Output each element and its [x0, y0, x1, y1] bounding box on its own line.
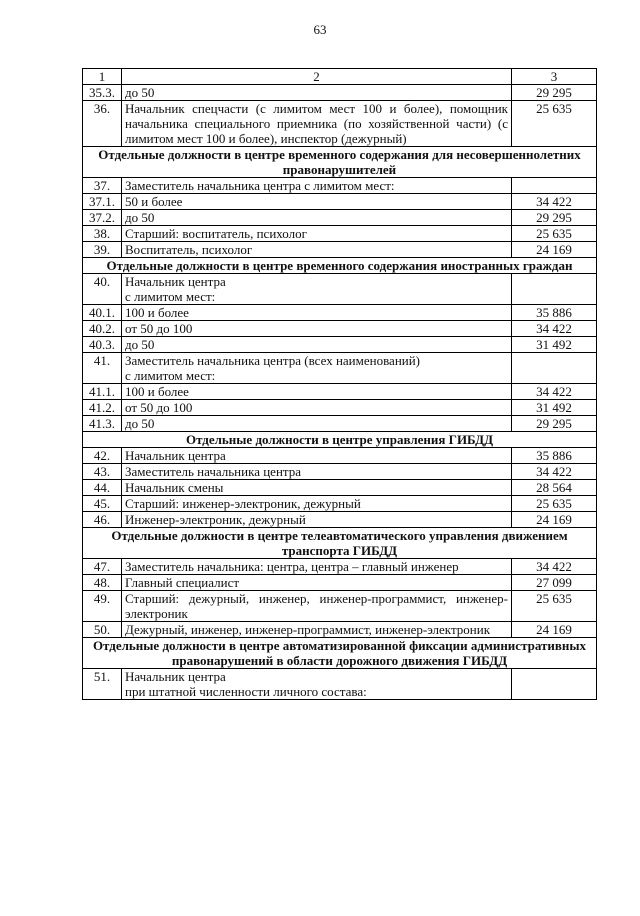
- salary-value: 34 422: [512, 194, 597, 210]
- page-number: 63: [313, 22, 327, 37]
- row-number: 43.: [83, 464, 122, 480]
- position-name: Старший: дежурный, инженер, инженер-программист, инженер-электроник: [122, 591, 512, 622]
- salary-value: 35 886: [512, 448, 597, 464]
- position-name: 100 и более: [122, 305, 512, 321]
- position-name: Заместитель начальника центра: [122, 464, 512, 480]
- table-row: [83, 337, 597, 353]
- table-row: [83, 384, 597, 400]
- position-name: Начальник спецчасти (с лимитом мест 100 и более), помощник начальника специального приемника (по хозяйственной части) (с лимитом мест 100 и более), инспектор (дежурный): [122, 101, 512, 147]
- column-header-position: 2: [122, 69, 512, 85]
- table-row: [83, 85, 597, 101]
- position-name: Начальник смены: [122, 480, 512, 496]
- row-number: 40.1.: [83, 305, 122, 321]
- row-number: 46.: [83, 512, 122, 528]
- section-header-row: [83, 638, 597, 669]
- table-row: [83, 321, 597, 337]
- salary-value: [512, 178, 597, 194]
- table-row: [83, 353, 597, 384]
- position-name: до 50: [122, 337, 512, 353]
- salary-value: 35 886: [512, 305, 597, 321]
- section-header-row: [83, 528, 597, 559]
- row-number: 36.: [83, 101, 122, 147]
- salary-value: [512, 353, 597, 384]
- table-row: [83, 101, 597, 147]
- position-name: от 50 до 100: [122, 400, 512, 416]
- position-name: до 50: [122, 210, 512, 226]
- position-name: до 50: [122, 85, 512, 101]
- row-number: 38.: [83, 226, 122, 242]
- row-number: 51.: [83, 669, 122, 700]
- salary-value: 24 169: [512, 512, 597, 528]
- table-row: [83, 305, 597, 321]
- row-number: 41.2.: [83, 400, 122, 416]
- table-row: [83, 512, 597, 528]
- salary-table: [82, 68, 597, 700]
- table-body: [83, 69, 597, 700]
- table-row: [83, 622, 597, 638]
- table-row: [83, 416, 597, 432]
- salary-value: 34 422: [512, 384, 597, 400]
- position-name: Главный специалист: [122, 575, 512, 591]
- section-header-row: [83, 432, 597, 448]
- table-row: [83, 194, 597, 210]
- salary-value: 31 492: [512, 400, 597, 416]
- table-row: [83, 242, 597, 258]
- position-name: Начальник центра: [122, 448, 512, 464]
- row-number: 39.: [83, 242, 122, 258]
- salary-value: 29 295: [512, 85, 597, 101]
- table-row: [83, 400, 597, 416]
- salary-value: 25 635: [512, 496, 597, 512]
- salary-value: 28 564: [512, 480, 597, 496]
- position-name: Инженер-электроник, дежурный: [122, 512, 512, 528]
- position-name: Заместитель начальника центра (всех наименований) с лимитом мест:: [122, 353, 512, 384]
- salary-value: 25 635: [512, 101, 597, 147]
- position-name: Заместитель начальника центра с лимитом мест:: [122, 178, 512, 194]
- row-number: 40.2.: [83, 321, 122, 337]
- column-header-number: 1: [83, 69, 122, 85]
- salary-value: 25 635: [512, 591, 597, 622]
- salary-value: 27 099: [512, 575, 597, 591]
- salary-value: 25 635: [512, 226, 597, 242]
- column-header-salary: 3: [512, 69, 597, 85]
- row-number: 42.: [83, 448, 122, 464]
- table-row: [83, 669, 597, 700]
- table-row: [83, 178, 597, 194]
- position-name: Заместитель начальника: центра, центра – главный инженер: [122, 559, 512, 575]
- row-number: 40.3.: [83, 337, 122, 353]
- table-row: [83, 464, 597, 480]
- row-number: 37.1.: [83, 194, 122, 210]
- section-title: Отдельные должности в центре временного содержания иностранных граждан: [83, 258, 597, 274]
- section-title: Отдельные должности в центре временного содержания для несовершеннолетних правонарушителей: [83, 147, 597, 178]
- row-number: 41.: [83, 353, 122, 384]
- table-row: [83, 210, 597, 226]
- salary-value: 34 422: [512, 559, 597, 575]
- salary-value: 31 492: [512, 337, 597, 353]
- row-number: 40.: [83, 274, 122, 305]
- salary-value: [512, 274, 597, 305]
- salary-value: 24 169: [512, 242, 597, 258]
- salary-value: 29 295: [512, 416, 597, 432]
- salary-value: 24 169: [512, 622, 597, 638]
- table-row: [83, 480, 597, 496]
- table-row: [83, 448, 597, 464]
- table-row: [83, 591, 597, 622]
- row-number: 50.: [83, 622, 122, 638]
- row-number: 37.: [83, 178, 122, 194]
- row-number: 41.1.: [83, 384, 122, 400]
- table-row: [83, 274, 597, 305]
- position-name: Старший: инженер-электроник, дежурный: [122, 496, 512, 512]
- salary-value: [512, 669, 597, 700]
- table-row: [83, 226, 597, 242]
- position-name: от 50 до 100: [122, 321, 512, 337]
- row-number: 47.: [83, 559, 122, 575]
- row-number: 49.: [83, 591, 122, 622]
- row-number: 35.3.: [83, 85, 122, 101]
- position-name: Начальник центра с лимитом мест:: [122, 274, 512, 305]
- row-number: 44.: [83, 480, 122, 496]
- row-number: 37.2.: [83, 210, 122, 226]
- section-title: Отдельные должности в центре управления ГИБДД: [83, 432, 597, 448]
- section-header-row: [83, 147, 597, 178]
- position-name: до 50: [122, 416, 512, 432]
- row-number: 48.: [83, 575, 122, 591]
- salary-value: 34 422: [512, 321, 597, 337]
- column-header-row: [83, 69, 597, 85]
- section-header-row: [83, 258, 597, 274]
- position-name: Старший: воспитатель, психолог: [122, 226, 512, 242]
- section-title: Отдельные должности в центре телеавтоматического управления движением транспорта ГИБДД: [83, 528, 597, 559]
- position-name: Воспитатель, психолог: [122, 242, 512, 258]
- table-row: [83, 559, 597, 575]
- section-title: Отдельные должности в центре автоматизированной фиксации административных правонарушений в области дорожного движения ГИБДД: [83, 638, 597, 669]
- position-name: 100 и более: [122, 384, 512, 400]
- row-number: 41.3.: [83, 416, 122, 432]
- row-number: 45.: [83, 496, 122, 512]
- salary-value: 34 422: [512, 464, 597, 480]
- position-name: 50 и более: [122, 194, 512, 210]
- position-name: Дежурный, инженер, инженер-программист, инженер-электроник: [122, 622, 512, 638]
- table-row: [83, 496, 597, 512]
- position-name: Начальник центра при штатной численности личного состава:: [122, 669, 512, 700]
- salary-value: 29 295: [512, 210, 597, 226]
- table-row: [83, 575, 597, 591]
